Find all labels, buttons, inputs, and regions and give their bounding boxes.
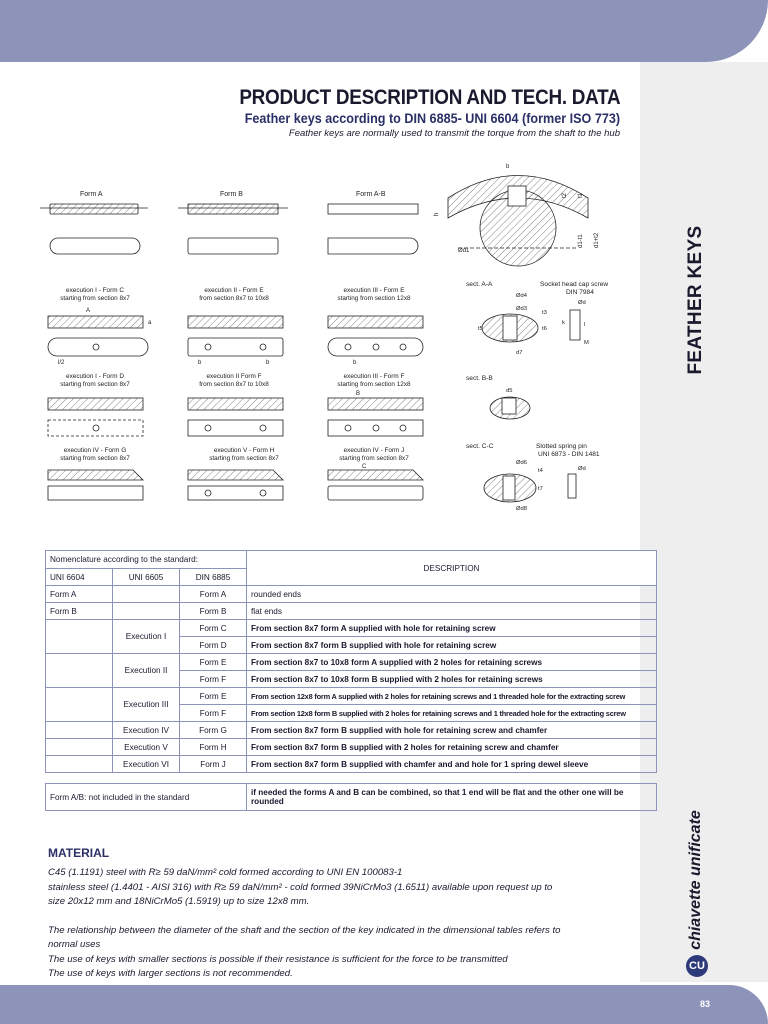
dim-d7: d7 [516, 350, 523, 356]
col-din6885: DIN 6885 [180, 569, 247, 586]
material-line: C45 (1.1191) steel with R≥ 59 daN/mm² cold formed according to UNI EN 100083-1 [48, 867, 403, 878]
dim-k: k [562, 320, 565, 326]
table-row: Execution III Form E From section 12x8 form A supplied with 2 holes for retaining screws and 1 threaded hole for the extracting screw [46, 688, 657, 705]
pin-label-1: Slotted spring pin [536, 443, 587, 450]
form-ab-label: Form A-B [356, 191, 386, 198]
dim-a: a [148, 320, 152, 326]
table-row: Form B Form B flat ends [46, 603, 657, 620]
dim-d-pin: Ød [578, 466, 586, 472]
dim-t1: t1 [578, 192, 584, 198]
sect-mark-b: B [356, 391, 361, 397]
exec-c-label-1: execution I - Form C [66, 287, 124, 294]
dim-d4: Ød4 [516, 293, 527, 299]
dim-b-row1c: b [353, 360, 357, 366]
bottom-band [0, 985, 768, 1024]
description-header: DESCRIPTION [247, 551, 657, 586]
table-row: Form F From section 12x8 form B supplied with 2 holes for retaining screws and 1 threaded hole for the extracting screw [46, 705, 657, 722]
col-uni6605: UNI 6605 [113, 569, 180, 586]
exec-g-label-2: starting from section 8x7 [60, 455, 130, 462]
exec-j-label-1: execution IV - Form J [343, 447, 405, 454]
side-title [676, 225, 716, 375]
exec-g-label-1: execution IV - Form G [63, 447, 127, 454]
material-line: size 20x12 mm and 18NiCrMo5 (1.5919) up to size 12x8 mm. [48, 896, 310, 907]
dim-l: l [584, 322, 586, 328]
table-spacer [46, 773, 657, 784]
brand-name: chiavette unificate [687, 810, 704, 950]
screw-label-1: Socket head cap screw [540, 281, 609, 288]
dim-d: Ød [578, 300, 586, 306]
exec-c-label-2: starting from section 8x7 [60, 295, 130, 302]
exec-f2-label-2: from section 8x7 to 10x8 [199, 381, 269, 388]
material-note: The relationship between the diameter of the shaft and the section of the key indicated in the dimensional tables refers to [48, 924, 561, 936]
material-note: normal uses [48, 939, 101, 950]
material-line: stainless steel (1.4401 - AISI 316) with R≥ 59 daN/mm² - cold formed 39NiCrMo3 (1.6511) available upon request up to [48, 881, 553, 893]
dim-t2: t2 [562, 192, 568, 198]
exec-e2-label-2: from section 8x7 to 10x8 [199, 295, 269, 302]
nomenclature-label: Nomenclature according to the standard: [46, 551, 247, 569]
dim-d1t2: d1+t2 [594, 232, 600, 248]
table-row: Form A/B: not included in the standard if needed the forms A and B can be combined, so that 1 end will be flat and the other one will be rounded [46, 784, 657, 811]
table-row: Execution I Form C From section 8x7 form A supplied with hole for retaining screw [46, 620, 657, 637]
dim-d1t1: d1-t1 [578, 234, 584, 248]
sect-mark-a: A [86, 308, 91, 314]
material-text [48, 866, 618, 982]
sect-mark-c: C [362, 464, 367, 470]
dim-t4: t4 [538, 468, 543, 474]
page-number: 83 [699, 999, 710, 1009]
table-row: Execution VI Form J From section 8x7 form B supplied with chamfer and and hole for 1 spring dewel sleeve [46, 756, 657, 773]
exec-j-label-2: starting from section 8x7 [339, 455, 409, 462]
top-band [0, 0, 768, 62]
technical-drawings [38, 158, 638, 518]
table-row: Form A Form A rounded ends [46, 586, 657, 603]
form-b-label: Form B [220, 191, 243, 198]
material-note: The use of keys with larger sections is not recommended. [48, 968, 293, 979]
brand [676, 800, 716, 980]
material-title: MATERIAL [48, 846, 110, 860]
side-title-text: FEATHER KEYS [685, 225, 706, 375]
exec-h-label-2: starting from section 8x7 [209, 455, 279, 462]
col-uni6604: UNI 6604 [46, 569, 113, 586]
screw-label-2: DIN 7984 [566, 289, 594, 296]
exec-d-label-2: starting from section 8x7 [60, 381, 130, 388]
table-row: Form D From section 8x7 form B supplied with hole for retaining screw [46, 637, 657, 654]
sect-aa-label: sect. A-A [466, 281, 493, 288]
table-row: Execution V Form H From section 8x7 form B supplied with 2 holes for retaining screw and chamfer [46, 739, 657, 756]
nomenclature-table [45, 550, 657, 811]
dim-b: b [506, 164, 510, 170]
form-a-label: Form A [80, 191, 103, 198]
brand-logo-icon: CU [686, 955, 708, 977]
dim-t6: t6 [542, 326, 547, 332]
exec-e3-label-1: execution III - Form E [343, 287, 405, 294]
sect-bb-label: sect. B-B [466, 375, 493, 382]
table-row: Execution IV Form G From section 8x7 form B supplied with hole for retaining screw and chamfer [46, 722, 657, 739]
dim-b-row1b: b [266, 360, 270, 366]
dim-t3: t3 [542, 310, 547, 316]
table-row: Form F From section 8x7 to 10x8 form B supplied with 2 holes for retaining screws [46, 671, 657, 688]
table-row: Execution II Form E From section 8x7 to 10x8 form A supplied with 2 holes for retaining screws [46, 654, 657, 671]
sect-cc-label: sect. C-C [466, 443, 494, 450]
exec-d-label-1: execution I - Form D [66, 373, 124, 380]
page-description: Feather keys are normally used to transmit the torque from the shaft to the hub [288, 128, 620, 139]
dim-t5: t5 [478, 326, 483, 332]
exec-f3-label-1: execution III - Form F [343, 373, 405, 380]
page-subtitle: Feather keys according to DIN 6885- UNI 6604 (former ISO 773) [244, 110, 620, 126]
dim-t7: t7 [538, 486, 543, 492]
dim-d3: Ød3 [516, 306, 527, 312]
exec-e2-label-1: execution II - Form E [204, 287, 264, 294]
drawings-svg [38, 158, 638, 518]
exec-f3-label-2: starting from section 12x8 [337, 381, 411, 388]
material-note: The use of keys with smaller sections is possible if their resistance is sufficient for the force to be transmitted [48, 953, 508, 965]
exec-f2-label-1: execution II Form F [206, 373, 262, 380]
dim-h: h [434, 212, 440, 216]
dim-m: M [584, 340, 589, 346]
dim-b-row1a: b [198, 360, 202, 366]
dim-d1: Ød1 [458, 248, 470, 254]
dim-l2: l/2 [58, 360, 65, 366]
dim-d5: d5 [506, 388, 513, 394]
pin-label-2: UNI 6873 - DIN 1481 [538, 451, 600, 458]
dim-d6: Ød6 [516, 460, 527, 466]
exec-h-label-1: execution V - Form H [213, 447, 275, 454]
page-title: PRODUCT DESCRIPTION AND TECH. DATA [238, 86, 620, 109]
exec-e3-label-2: starting from section 12x8 [337, 295, 411, 302]
dim-d8: Ød8 [516, 506, 527, 512]
